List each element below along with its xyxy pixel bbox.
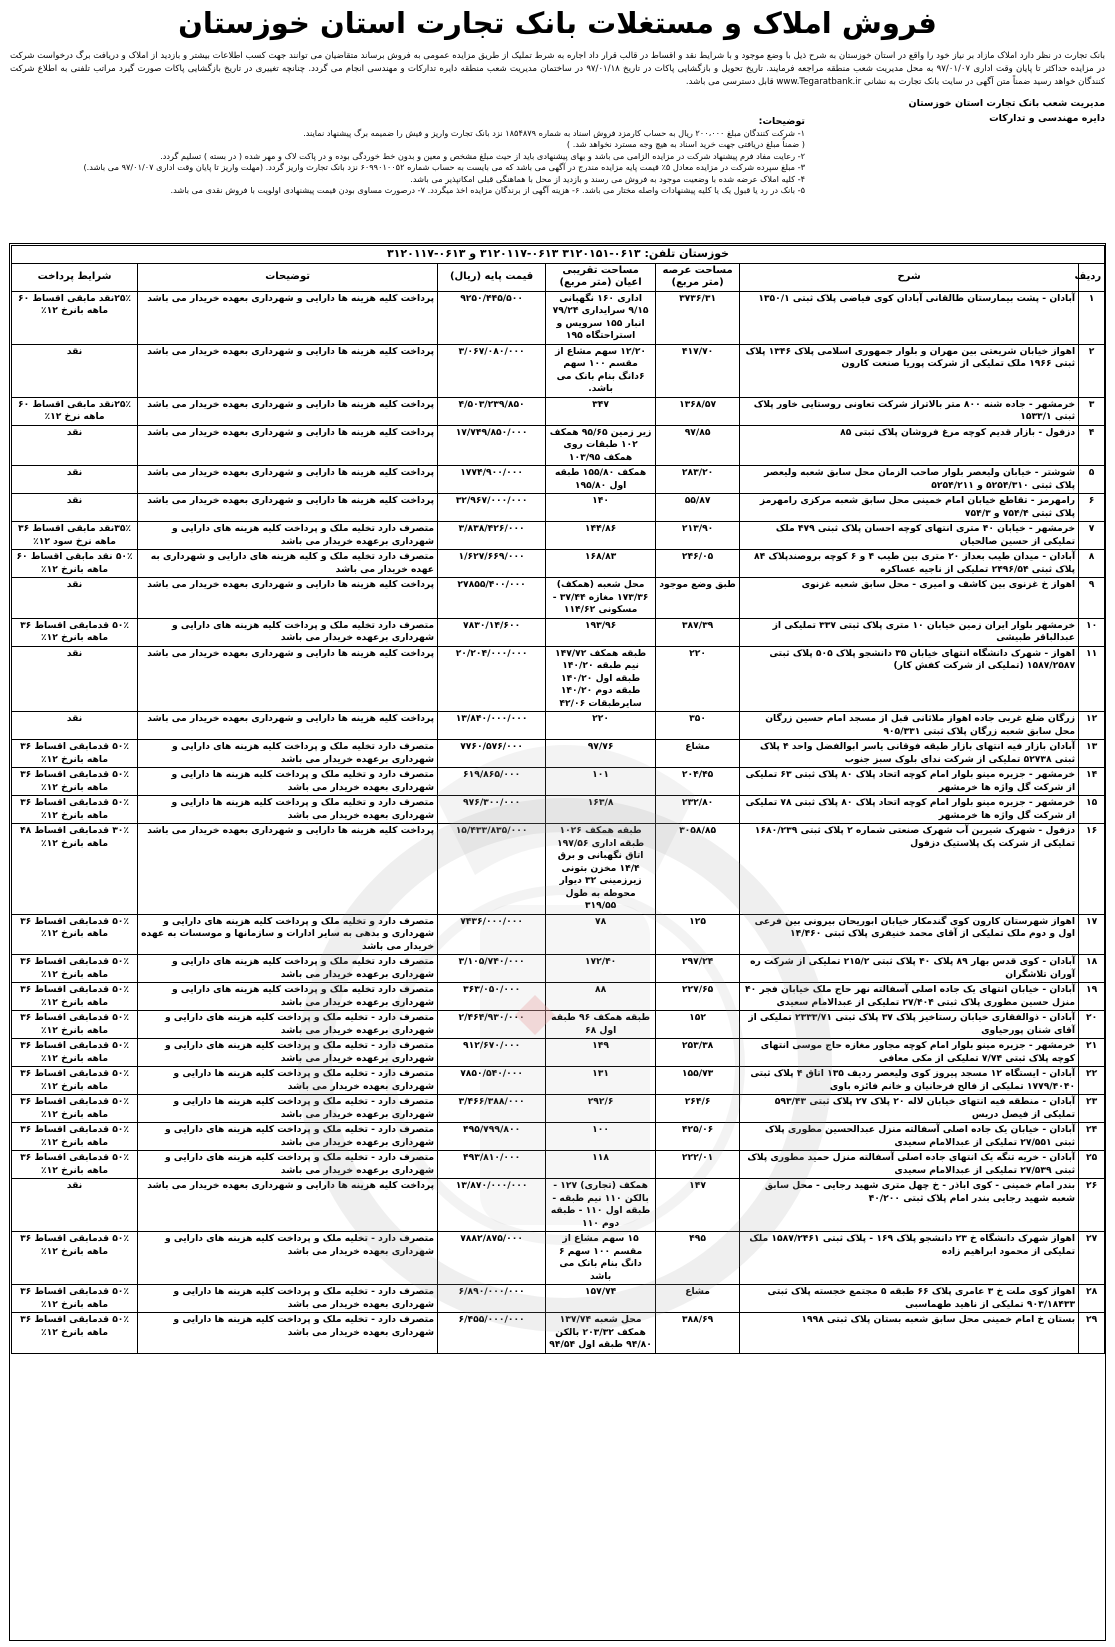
row-desc: آبادان - پشت بیمارستان طالقانی آبادان کوی فیاضی پلاک ثبتی ۱۳۵۰/۱ xyxy=(740,291,1079,344)
row-price: ۷۸۵۰/۵۴۰/۰۰۰ xyxy=(438,1067,546,1095)
row-desc: آبادان - ایستگاه ۱۲ مسجد پیروز کوی ولیعصر ردیف ۱۳۵ اتاق ۴ پلاک ثبتی ۱۷۷۹/۴۰۴۰ تملیکی از فالح فرحانیان و خانم فائزه باوی xyxy=(740,1067,1079,1095)
row-terms: ۵۰٪ قدمابقی اقساط ۳۶ ماهه بانرخ ۱۲٪ xyxy=(12,1313,138,1354)
row-price: ۷۸۳۰/۱۴/۶۰۰ xyxy=(438,618,546,646)
row-terms: ۵۰٪ نقد مابقی اقساط ۶۰ ماهه بانرخ ۱۲٪ xyxy=(12,550,138,578)
row-building: ۹۷/۷۶ xyxy=(546,740,656,768)
row-land: ۳۸۷/۳۹ xyxy=(656,618,740,646)
intro-paragraph: بانک تجارت در نظر دارد املاک مازاد بر نیاز خود را واقع در استان خوزستان به شرح ذیل با وضع موجود و با شرایط نقد و اقساط در قالب قرار داد اجاره به شرط تملیک از طریق مزایده عمومی به فروش برساند متقاضیان می توانند جهت کسب اطلاعات بیشتر و بازدید از املاک و دریافت برگ درخواست شرکت در مزایده حداکثر تا پایان وقت اداری ۹۷/۰۱/۰۷ به محل مدیریت شعب منطقه مراجعه فرمایند. تاریخ تحویل و بازگشایی پاکات در تاریخ ۹۷/۰۱/۱۸ در ساختمان مدیریت شعب منطقه دایره تدارکات و مهندسی انجام می گردد. چنانچه تغییری در تاریخ بازگشایی پاکات صورت گیرد مراتب تلفنی به اطلاع شرکت کنندگان خواهد رسید ضمناً متن آگهی در سایت بانک تجارت به نشانی www.Tegaratbank.ir قابل دسترسی می باشد. xyxy=(10,51,1105,87)
row-number: ۹ xyxy=(1079,578,1105,619)
row-desc: آبادان - کوی قدس بهار ۸۹ پلاک ۴۰ پلاک ثبتی ۲۱۵/۲ تملیکی از شرکت ره آوران تلاشگران xyxy=(740,955,1079,983)
row-notes: متصرف دارد و تخلیه ملک و پرداخت کلیه هزینه های دارایی و شهرداری و بدهی به سایر ادارات و سازمانها و موسسات به عهده خریدار می باشد xyxy=(138,914,438,955)
table-row xyxy=(12,646,1105,712)
row-number: ۲۰ xyxy=(1079,1011,1105,1039)
row-desc: بستان خ امام خمینی محل سابق شعبه بستان پلاک ثبتی ۱۹۹۸ xyxy=(740,1313,1079,1354)
row-terms: ۵۰٪ قدمابقی اقساط ۳۶ ماهه بانرخ ۱۲٪ xyxy=(12,1232,138,1285)
row-terms: ۳۵٪نقد مابقی اقساط ۳۶ ماهه نرخ سود ۱۲٪ xyxy=(12,522,138,550)
row-price: ۷۴۳۶/۰۰۰/۰۰۰ xyxy=(438,914,546,955)
row-desc: اهواز خیابان شریعتی بین مهران و بلوار جمهوری اسلامی پلاک ۱۳۴۶ پلاک ثبتی ۱۹۶۶ ملک تملیکی از شرکت پوریا صنعت کارون xyxy=(740,344,1079,397)
properties-table xyxy=(11,245,1105,1354)
table-row xyxy=(12,796,1105,824)
row-terms: ۵۰٪ قدمابقی اقساط ۳۶ ماهه بانرخ ۱۲٪ xyxy=(12,955,138,983)
row-building: طبقه همکف ۹۶ طبقه اول ۶۸ xyxy=(546,1011,656,1039)
row-building: ۱۱۸ xyxy=(546,1151,656,1179)
col-header-building: مساحت تقریبی اعیان (متر مربع) xyxy=(546,263,656,291)
col-header-notes: توضیحات xyxy=(138,263,438,291)
row-notes: متصرف دارد - تخلیه ملک و پرداخت کلیه هزینه های دارایی و شهرداری برعهده خریدار می باشد xyxy=(138,1039,438,1067)
row-building: همکف ۱۵۵/۸۰ طبقه اول ۱۹۵/۸۰ xyxy=(546,466,656,494)
note-line: ( ضمناً مبلغ دریافتی جهت خرید اسناد به هیچ وجه مسترد نخواهد شد. ) xyxy=(566,139,805,149)
note-line: ۱- شرکت کنندگان مبلغ ۲۰۰،۰۰۰ ریال به حساب کارمزد فروش اسناد به شماره ۱۸۵۴۸۷۹ نزد بانک تجارت واریز و فیش را ضمیمه برگ پیشنهاد نمایند. xyxy=(303,127,805,138)
row-land: ۱۵۵/۷۳ xyxy=(656,1067,740,1095)
row-price: ۲۷۸۵۵/۴۰۰/۰۰۰ xyxy=(438,578,546,619)
row-notes: متصرف دارد - تخلیه ملک و پرداخت کلیه هزینه ها دارایی و شهرداری بعهده خریدار می باشد xyxy=(138,1313,438,1354)
row-terms: نقد xyxy=(12,578,138,619)
row-notes: متصرف دارد - تخلیه ملک و پرداخت کلیه هزینه های دارایی و شهرداری بعهده خریدار می باشد xyxy=(138,1232,438,1285)
row-terms: ۵۰٪ قدمابقی اقساط ۳۶ ماهه بانرخ ۱۲٪ xyxy=(12,1039,138,1067)
row-land: ۲۸۳/۲۰ xyxy=(656,466,740,494)
row-price: ۳/۱۰۵/۷۴۰/۰۰۰ xyxy=(438,955,546,983)
row-desc: دزفول - بازار قدیم کوچه مرغ فروشان پلاک ثبتی ۸۵ xyxy=(740,425,1079,466)
row-land: ۱۵۲ xyxy=(656,1011,740,1039)
row-building: ۱۴۰ xyxy=(546,494,656,522)
row-land: ۲۳۲/۸۰ xyxy=(656,796,740,824)
row-number: ۱۵ xyxy=(1079,796,1105,824)
row-terms: ۵۰٪ قدمابقی اقساط ۳۶ ماهه بانرخ ۱۲٪ xyxy=(12,1067,138,1095)
row-desc: آبادان - میدان طیب بعداز ۲۰ متری بین طیب ۴ و ۶ کوچه بروصندپلاک ۸۴ پلاک ثبتی ۲۴۹۶/۵۴ تملیکی از ناجیه عساکره xyxy=(740,550,1079,578)
row-price: ۷۷۶۰/۵۷۶/۰۰۰ xyxy=(438,740,546,768)
row-building: ۲۹۲/۶ xyxy=(546,1095,656,1123)
row-notes: پرداخت کلیه هزینه ها دارایی و شهرداری بعهده خریدار می باشد xyxy=(138,646,438,712)
row-building: ۱۵ سهم مشاع از مقسم ۱۰۰ سهم ۶ دانگ بنام بانک می باشد xyxy=(546,1232,656,1285)
row-notes: متصرف دارد تخلیه ملک و پرداخت کلیه هزینه های دارایی و شهرداری برعهده خریدار می باشد xyxy=(138,983,438,1011)
row-price: ۱۷۷۴/۹۰۰/۰۰۰ xyxy=(438,466,546,494)
row-terms: ۲۵٪نقد مابقی اقساط ۶۰ ماهه نرخ ۱۲٪ xyxy=(12,397,138,425)
row-notes: متصرف دارد تخلیه ملک و کلیه هزینه های دارایی و شهرداری به عهده خریدار می باشد xyxy=(138,550,438,578)
row-notes: متصرف دارد تخلیه ملک و پرداخت کلیه هزینه های دارایی و شهرداری برعهده خریدار می باشد xyxy=(138,955,438,983)
table-row xyxy=(12,1151,1105,1179)
table-row xyxy=(12,550,1105,578)
row-notes: متصرف دارد - تخلیه ملک و پرداخت کلیه هزینه های دارایی و شهرداری برعهده خریدار می باشد xyxy=(138,1151,438,1179)
row-land: ۱۴۷ xyxy=(656,1179,740,1232)
row-number: ۴ xyxy=(1079,425,1105,466)
row-price: ۶/۸۹۰/۰۰۰/۰۰۰ xyxy=(438,1285,546,1313)
row-notes: متصرف دارد و تخلیه ملک و پرداخت کلیه هزینه ها دارایی و شهرداری بعهده خریدار می باشد xyxy=(138,768,438,796)
row-notes: پرداخت کلیه هزینه ها دارایی و شهرداری بعهده خریدار می باشد xyxy=(138,712,438,740)
table-row xyxy=(12,425,1105,466)
table-row xyxy=(12,955,1105,983)
row-price: ۱/۶۲۷/۶۶۹/۰۰۰ xyxy=(438,550,546,578)
row-number: ۱۸ xyxy=(1079,955,1105,983)
row-land: ۳۷۳۶/۳۱ xyxy=(656,291,740,344)
row-land: ۵۵/۸۷ xyxy=(656,494,740,522)
row-desc: اهواز کوی ملت خ ۳ عامری پلاک ۶۶ طبقه ۵ مجتمع خجسته پلاک ثبتی ۹۰۳/۱۸۴۳۳ تملیکی از ناهید طهماسبی xyxy=(740,1285,1079,1313)
page-title: فروش املاک و مستغلات بانک تجارت استان خوزستان xyxy=(178,6,937,40)
row-terms: ۵۰٪ قدمابقی اقساط ۳۶ ماهه بانرخ ۱۲٪ xyxy=(12,1011,138,1039)
row-land: ۲۰۴/۴۵ xyxy=(656,768,740,796)
table-body xyxy=(12,291,1105,1353)
row-land: ۲۲۲/۰۱ xyxy=(656,1151,740,1179)
row-desc: بندر امام خمینی - کوی اباذر - خ چهل متری شهید رجایی - محل سابق شعبه شهید رجایی بندر امام پلاک ثبتی ۴۰/۲۰۰ xyxy=(740,1179,1079,1232)
row-notes: متصرف دارد تخلیه ملک و پرداخت کلیه هزینه های دارایی و شهرداری برعهده خریدار می باشد xyxy=(138,740,438,768)
row-number: ۸ xyxy=(1079,550,1105,578)
table-row xyxy=(12,618,1105,646)
row-price: ۳/۰۶۷/۰۸۰/۰۰۰ xyxy=(438,344,546,397)
row-terms: ۵۰٪ قدمابقی اقساط ۳۶ ماهه بانرخ ۱۲٪ xyxy=(12,983,138,1011)
row-building: محل شعبه (همکف) ۱۷۳/۳۶ مغازه ۳۷/۴۴ - مسکونی ۱۱۴/۶۲ xyxy=(546,578,656,619)
row-desc: اهواز شهرستان کارون کوی گندمکار خیابان ابوریحان بیرونی بین فرعی اول و دوم ملک تملیکی از آقای محمد خنیفری پلاک ثبتی ۱۴/۴۶۰ xyxy=(740,914,1079,955)
row-price: ۶۱۹/۸۶۵/۰۰۰ xyxy=(438,768,546,796)
row-number: ۲۵ xyxy=(1079,1151,1105,1179)
table-row xyxy=(12,824,1105,915)
row-price: ۲۰/۲۰۴/۰۰۰/۰۰۰ xyxy=(438,646,546,712)
table-row xyxy=(12,1039,1105,1067)
row-land: ۲۲۰ xyxy=(656,646,740,712)
row-notes: متصرف دارد و تخلیه ملک و پرداخت کلیه هزینه ها دارایی و شهرداری بعهده خریدار می باشد xyxy=(138,796,438,824)
row-terms: نقد xyxy=(12,425,138,466)
row-price: ۱۵/۴۳۳/۸۳۵/۰۰۰ xyxy=(438,824,546,915)
row-building: ۱۰۱ xyxy=(546,768,656,796)
table-row xyxy=(12,914,1105,955)
row-price: ۴۹۳/۸۱۰/۰۰۰ xyxy=(438,1151,546,1179)
row-number: ۱۹ xyxy=(1079,983,1105,1011)
row-price: ۳۶۳/۰۵۰/۰۰۰ xyxy=(438,983,546,1011)
row-building: ۱۰۰ xyxy=(546,1123,656,1151)
row-terms: ۳۰٪ قدمابقی اقساط ۴۸ ماهه بانرخ ۱۲٪ xyxy=(12,824,138,915)
row-building: ۸۸ xyxy=(546,983,656,1011)
row-price: ۱۷/۷۴۹/۸۵۰/۰۰۰ xyxy=(438,425,546,466)
row-terms: نقد xyxy=(12,646,138,712)
row-desc: شوشتر - خیابان ولیعصر بلوار صاحب الزمان محل سابق شعبه ولیعصر پلاک ثبتی ۵۲۵۴/۳۱۰ و ۵۲۵۴/۲۱۱ xyxy=(740,466,1079,494)
row-number: ۲ xyxy=(1079,344,1105,397)
row-land: ۴۹۵ xyxy=(656,1232,740,1285)
row-price: ۹۱۲/۶۷۰/۰۰۰ xyxy=(438,1039,546,1067)
row-building: همکف (تجاری) ۱۲۷ - بالکن ۱۱۰ نیم طبقه - طبقه اول ۱۱۰ - طبقه دوم ۱۱۰ xyxy=(546,1179,656,1232)
row-number: ۲۶ xyxy=(1079,1179,1105,1232)
row-notes: پرداخت کلیه هزینه ها دارایی و شهرداری بعهده خریدار می باشد xyxy=(138,291,438,344)
row-terms: ۵۰٪ قدمابقی اقساط ۳۶ ماهه بانرخ ۱۲٪ xyxy=(12,768,138,796)
row-terms: ۵۰٪ قدمابقی اقساط ۳۶ ماهه بانرخ ۱۲٪ xyxy=(12,1151,138,1179)
row-number: ۲۸ xyxy=(1079,1285,1105,1313)
row-desc: خرمشهر - جزیره مینو بلوار امام کوچه مجاور مغازه حاج موسی انتهای کوچه پلاک ثبتی ۷/۷۴ تملیکی از مکی معافی xyxy=(740,1039,1079,1067)
row-land: ۴۲۵/۰۶ xyxy=(656,1123,740,1151)
row-number: ۶ xyxy=(1079,494,1105,522)
table-row xyxy=(12,1179,1105,1232)
table-row xyxy=(12,291,1105,344)
row-building: محل شعبه ۱۳۷/۷۴ همکف ۲۰۳/۳۲ بالکن ۹۴/۸۰ طبقه اول ۹۴/۵۴ xyxy=(546,1313,656,1354)
row-notes: پرداخت کلیه هزینه ها دارایی و شهرداری بعهده خریدار می باشد xyxy=(138,425,438,466)
row-building: ۱۲/۲۰ سهم مشاع از مقسم ۱۰۰ سهم ۶دانگ بنام بانک می باشد. xyxy=(546,344,656,397)
row-building: ۲۲۰ xyxy=(546,712,656,740)
phone-header: خوزستان تلفن: ۰۶۱۳-۳۱۲۰۱۵۱ ۰۶۱۳-۳۱۲۰۱۱۷ و ۰۶۱۳-۳۱۲۰۱۱۷ xyxy=(12,246,1105,264)
row-land: ۲۲۷/۶۵ xyxy=(656,983,740,1011)
row-land: ۱۳۶۸/۵۷ xyxy=(656,397,740,425)
row-desc: آبادان - منطقه فیه انتهای خیابان لاله ۲۰ پلاک ۲۷ پلاک ثبتی ۵۹۳/۴۳ تملیکی از فیصل دریس xyxy=(740,1095,1079,1123)
row-building: ۱۷۲/۴۰ xyxy=(546,955,656,983)
row-number: ۱۲ xyxy=(1079,712,1105,740)
row-desc: آبادان - خریه تنگه یک انتهای جاده اصلی آسفالته منزل حمید مطوری پلاک ثبتی ۲۷/۵۳۹ تملیکی از عبدالامام سعیدی xyxy=(740,1151,1079,1179)
col-header-row: ردیف xyxy=(1079,263,1105,291)
row-number: ۱۷ xyxy=(1079,914,1105,955)
row-building: زیر زمین ۹۵/۶۵ همکف ۱۰۲ طبقات روی همکف ۱۰۳/۹۵ xyxy=(546,425,656,466)
note-line: ۲- رعایت مفاد فرم پیشنهاد شرکت در مزایده الزامی می باشد و بهای پیشنهادی باید از حیث مبلغ مشخص و معین و بدون خط خوردگی بوده و در پاکت لاک و مهر شده ( در بسته ) تسلیم گردد. xyxy=(160,150,805,161)
signature-line: دایره مهندسی و تدارکات xyxy=(989,113,1105,124)
row-notes: پرداخت کلیه هزینه ها دارایی و شهرداری بعهده خریدار می باشد xyxy=(138,824,438,915)
row-price: ۹۷۶/۳۰۰/۰۰۰ xyxy=(438,796,546,824)
notes-block xyxy=(10,116,805,197)
row-terms: نقد xyxy=(12,344,138,397)
row-number: ۲۹ xyxy=(1079,1313,1105,1354)
col-header-desc: شرح xyxy=(740,263,1079,291)
row-price: ۴/۵۰۳/۲۳۹/۸۵۰ xyxy=(438,397,546,425)
row-notes: متصرف دارد - تخلیه ملک و پرداخت کلیه هزینه های دارایی و شهرداری برعهده خریدار می باشد xyxy=(138,1123,438,1151)
row-terms: نقد xyxy=(12,712,138,740)
col-header-terms: شرایط پرداخت xyxy=(12,263,138,291)
row-land: ۲۴۶/۰۵ xyxy=(656,550,740,578)
row-price: ۱۳/۸۷۰/۰۰۰/۰۰۰ xyxy=(438,1179,546,1232)
row-notes: پرداخت کلیه هزینه ها دارایی و شهرداری بعهده خریدار می باشد xyxy=(138,397,438,425)
row-building: ۱۴۴/۸۶ xyxy=(546,522,656,550)
row-land: ۳۵۰ xyxy=(656,712,740,740)
row-price: ۳/۸۳۸/۴۲۶/۰۰۰ xyxy=(438,522,546,550)
row-land: ۲۱۳/۹۰ xyxy=(656,522,740,550)
table-row xyxy=(12,466,1105,494)
row-price: ۳/۴۶۶/۳۸۸/۰۰۰ xyxy=(438,1095,546,1123)
row-terms: ۵۰٪ قدمابقی اقساط ۳۶ ماهه بانرخ ۱۲٪ xyxy=(12,1123,138,1151)
row-number: ۲۲ xyxy=(1079,1067,1105,1095)
row-building: طبقه همکف ۱۰۲۶ طبقه اداری ۱۹۷/۵۶ اتاق نگهبانی و برق ۱۴/۴ مخزن بتونی زیرزمینی ۳۲ دیوار محوطه به طول ۳۱۹/۵۵ xyxy=(546,824,656,915)
row-number: ۷ xyxy=(1079,522,1105,550)
row-number: ۲۴ xyxy=(1079,1123,1105,1151)
signature-block xyxy=(908,96,1105,126)
row-desc: آبادان - ذوالفقاری خیابان رستاخیز پلاک ۳۷ پلاک ثبتی ۲۳۳۳/۷۱ تملیکی از آقای شنان پورحیاوی xyxy=(740,1011,1079,1039)
row-notes: متصرف دارد - تخلیه ملک و پرداخت کلیه هزینه های دارایی و شهرداری برعهده خریدار می باشد xyxy=(138,1011,438,1039)
row-land: مشاع xyxy=(656,740,740,768)
table-row xyxy=(12,397,1105,425)
row-terms: نقد xyxy=(12,494,138,522)
table-row xyxy=(12,1285,1105,1313)
table-row xyxy=(12,344,1105,397)
table-row xyxy=(12,740,1105,768)
row-number: ۲۱ xyxy=(1079,1039,1105,1067)
row-number: ۱۰ xyxy=(1079,618,1105,646)
row-building: ۱۴۹ xyxy=(546,1039,656,1067)
row-desc: آبادان بازار فیه انتهای بازار طبقه فوقانی یاسر ابوالفضل واحد ۴ پلاک ثبتی ۵۲۷۳۸ تملیکی از شرکت ندای بلوک سبز جنوب xyxy=(740,740,1079,768)
row-price: ۱۳/۸۴۰/۰۰۰/۰۰۰ xyxy=(438,712,546,740)
row-building: اداری ۱۶۰ نگهبانی ۹/۱۵ سرایداری ۷۹/۲۴ انبار ۱۵۵ سرویس و استراحتگاه ۱۹۵ xyxy=(546,291,656,344)
row-desc: اهواز شهرک دانشگاه خ ۲۳ دانشجو پلاک ۱۶۹ - پلاک ثبتی ۱۵۸۷/۲۴۶۱ ملک تملیکی از محمود ابراهیم زاده xyxy=(740,1232,1079,1285)
row-desc: آبادان - خیابان انتهای یک جاده اصلی آسفالته نهر حاج ملک خیابان فجر ۴۰ منزل حسین مطوری پلاک ثبتی ۲۷/۴۰۴ تملیکی از عبدالامام سعیدی xyxy=(740,983,1079,1011)
note-line: ۳- مبلغ سپرده شرکت در مزایده معادل ۵٪ قیمت پایه مزایده مندرج در آگهی می باشد که می بایست به حساب شماره ۶۰۹۹۰۱۰۰۵۲ نزد بانک تجارت واریز گردد. (مهلت واریز تا پایان وقت اداری ۹۷/۰۱/۰۷ می باشد.) xyxy=(83,162,805,172)
row-notes: پرداخت کلیه هزینه ها دارایی و شهرداری بعهده خریدار می باشد xyxy=(138,1179,438,1232)
row-desc: خرمشهر - جزیره مینو بلوار امام کوچه اتحاد پلاک ۸۰ پلاک ثبتی ۷۸ تملیکی از شرکت گل واژه ها خرمشهر xyxy=(740,796,1079,824)
row-terms: نقد xyxy=(12,1179,138,1232)
row-desc: رامهرمز - تقاطع خیابان امام خمینی محل سابق شعبه مرکزی رامهرمز پلاک ثبتی ۷۵۴/۴ و ۷۵۴/۳ xyxy=(740,494,1079,522)
row-land: ۹۷/۸۵ xyxy=(656,425,740,466)
row-number: ۱۴ xyxy=(1079,768,1105,796)
notes-title: توضیحات: xyxy=(758,116,805,127)
signature-line: مدیریت شعب بانک تجارت استان خوزستان xyxy=(908,98,1105,109)
row-building: ۳۴۷ xyxy=(546,397,656,425)
row-desc: خرمشهر - جزیره مینو بلوار امام کوچه اتحاد پلاک ۸۰ پلاک ثبتی ۶۳ تملیکی از شرکت گل واژه ها خرمشهر xyxy=(740,768,1079,796)
row-notes: متصرف دارد - تخلیه ملک و پرداخت کلیه هزینه ها دارایی و شهرداری برعهده خریدار می باشد xyxy=(138,1095,438,1123)
row-terms: نقد xyxy=(12,466,138,494)
row-notes: پرداخت کلیه هزینه ها دارایی و شهرداری بعهده خریدار می باشد xyxy=(138,494,438,522)
row-terms: ۵۰٪ قدمابقی اقساط ۳۶ ماهه بانرخ ۱۲٪ xyxy=(12,914,138,955)
table-row xyxy=(12,1011,1105,1039)
row-number: ۲۳ xyxy=(1079,1095,1105,1123)
row-land: مشاع xyxy=(656,1285,740,1313)
row-notes: متصرف دارد - تخلیه ملک و پرداخت کلیه هزینه ها دارایی و شهرداری بعهده خریدار می باشد xyxy=(138,1067,438,1095)
table-row xyxy=(12,768,1105,796)
row-number: ۳ xyxy=(1079,397,1105,425)
row-desc: اهواز - شهرک دانشگاه انتهای خیابان ۳۵ دانشجو پلاک ۵۰۵ پلاک ثبتی ۱۵۸۷/۲۵۸۷ (تملیکی از شرکت کفش کار) xyxy=(740,646,1079,712)
row-price: ۹۲۵۰/۴۴۵/۵۰۰ xyxy=(438,291,546,344)
row-price: ۲/۴۶۴/۹۳۰/۰۰۰ xyxy=(438,1011,546,1039)
row-desc: خرمشهر - خیابان ۴۰ متری انتهای کوچه احسان پلاک ثبتی ۴۷۹ ملک تملیکی از حسین صالحیان xyxy=(740,522,1079,550)
table-row xyxy=(12,1123,1105,1151)
row-terms: ۲۵٪نقد مابقی اقساط ۶۰ ماهه بانرخ ۱۲٪ xyxy=(12,291,138,344)
row-land: ۳۸۸/۶۹ xyxy=(656,1313,740,1354)
row-land: ۴۱۷/۷۰ xyxy=(656,344,740,397)
table-row xyxy=(12,1095,1105,1123)
row-number: ۱۱ xyxy=(1079,646,1105,712)
row-building: ۱۳۱ xyxy=(546,1067,656,1095)
row-land: ۱۲۵ xyxy=(656,914,740,955)
row-price: ۶/۴۵۵/۰۰۰/۰۰۰ xyxy=(438,1313,546,1354)
table-row xyxy=(12,494,1105,522)
row-notes: پرداخت کلیه هزینه ها دارایی و شهرداری بعهده خریدار می باشد xyxy=(138,578,438,619)
note-line: ۴- کلیه املاک عرضه شده با وضعیت موجود به فروش می رسند و بازدید از محل با هماهنگی قبلی امکانپذیر می باشد. xyxy=(410,173,805,184)
row-desc: آبادان - خیابان یک جاده اصلی آسفالته منزل عبدالحسین مطوری پلاک ثبتی ۲۷/۵۵۱ تملیکی از عبدالامام سعیدی xyxy=(740,1123,1079,1151)
col-header-land: مساحت عرصه (متر مربع) xyxy=(656,263,740,291)
row-price: ۷۸۸۲/۸۷۵/۰۰۰ xyxy=(438,1232,546,1285)
row-land: ۲۵۳/۳۸ xyxy=(656,1039,740,1067)
row-terms: ۵۰٪ قدمابقی اقساط ۳۶ ماهه بانرخ ۱۲٪ xyxy=(12,796,138,824)
row-building: طبقه همکف ۱۴۷/۷۲ نیم طبقه ۱۴۰/۲۰ طبقه اول ۱۴۰/۲۰ طبقه دوم ۱۴۰/۲۰ سایرطبقات ۴۲/۰۶ xyxy=(546,646,656,712)
table-row xyxy=(12,578,1105,619)
row-building: ۱۶۸/۸۳ xyxy=(546,550,656,578)
row-notes: پرداخت کلیه هزینه ها دارایی و شهرداری بعهده خریدار می باشد xyxy=(138,344,438,397)
table-row xyxy=(12,522,1105,550)
row-land: ۳۰۵۸/۸۵ xyxy=(656,824,740,915)
row-land: ۲۹۷/۲۴ xyxy=(656,955,740,983)
table-row xyxy=(12,1313,1105,1354)
note-line: ۵- بانک در رد یا قبول یک یا کلیه پیشنهادات واصله مختار می باشد. ۶- هزینه آگهی از برندگان مزایده اخذ میگردد. ۷- درصورت مساوی بودن قیمت پیشنهادی اولویت با فروش نقدی می باشد. xyxy=(170,185,805,195)
row-building: ۱۹۳/۹۶ xyxy=(546,618,656,646)
row-building: ۷۸ xyxy=(546,914,656,955)
row-number: ۱ xyxy=(1079,291,1105,344)
row-desc: خرمشهر بلوار ایران زمین خیابان ۱۰ متری پلاک ثبتی ۳۳۷ تملیکی از عبدالباقر طبیشی xyxy=(740,618,1079,646)
row-price: ۳۲/۹۶۷/۰۰۰/۰۰۰ xyxy=(438,494,546,522)
table-row xyxy=(12,1232,1105,1285)
row-building: ۱۶۳/۸ xyxy=(546,796,656,824)
row-notes: پرداخت کلیه هزینه ها دارایی و شهرداری بعهده خریدار می باشد xyxy=(138,466,438,494)
row-number: ۵ xyxy=(1079,466,1105,494)
row-desc: دزفول - شهرک شیرین آب شهرک صنعتی شماره ۲ پلاک ثبتی ۱۶۸۰/۲۳۹ تملیکی از شرکت پک پلاستیک دزفول xyxy=(740,824,1079,915)
col-header-price: قیمت پایه (ریال) xyxy=(438,263,546,291)
table-row xyxy=(12,983,1105,1011)
row-number: ۱۶ xyxy=(1079,824,1105,915)
row-notes: متصرف دارد تخلیه ملک و پرداخت کلیه هزینه های دارایی و شهرداری برعهده خریدار می باشد xyxy=(138,618,438,646)
row-terms: ۵۰٪ قدمابقی اقساط ۳۶ ماهه بانرخ ۱۲٪ xyxy=(12,740,138,768)
row-price: ۴۹۵/۷۹۹/۸۰۰ xyxy=(438,1123,546,1151)
row-land: ۲۶۴/۶ xyxy=(656,1095,740,1123)
table-row xyxy=(12,1067,1105,1095)
row-notes: متصرف دارد - تخلیه ملک و پرداخت کلیه هزینه ها دارایی و شهرداری بعهده خریدار می باشد xyxy=(138,1285,438,1313)
row-terms: ۵۰٪ قدمابقی اقساط ۳۶ ماهه بانرخ ۱۲٪ xyxy=(12,1285,138,1313)
row-notes: متصرف دارد تخلیه ملک و پرداخت کلیه هزینه های دارایی و شهرداری برعهده خریدار می باشد xyxy=(138,522,438,550)
row-number: ۲۷ xyxy=(1079,1232,1105,1285)
row-number: ۱۳ xyxy=(1079,740,1105,768)
row-desc: زرگان ضلع غربی جاده اهواز ملاثانی قبل از مسجد امام حسین زرگان محل سابق شعبه زرگان پلاک ثبتی ۹۰۵/۳۳۱ xyxy=(740,712,1079,740)
table-row xyxy=(12,712,1105,740)
row-building: ۱۵۷/۷۴ xyxy=(546,1285,656,1313)
row-land: طبق وضع موجود xyxy=(656,578,740,619)
row-terms: ۵۰٪ قدمابقی اقساط ۳۶ ماهه بانرخ ۱۲٪ xyxy=(12,1095,138,1123)
row-desc: خرمشهر - جاده شنه ۸۰۰ متر بالاتراز شرکت تعاونی روستایی خاور پلاک ثبتی ۱۵۳۳/۱ xyxy=(740,397,1079,425)
row-desc: اهواز خ غزنوی بین کاشف و امیری - محل سابق شعبه غزنوی xyxy=(740,578,1079,619)
row-terms: ۵۰٪ قدمابقی اقساط ۳۶ ماهه بانرخ ۱۲٪ xyxy=(12,618,138,646)
